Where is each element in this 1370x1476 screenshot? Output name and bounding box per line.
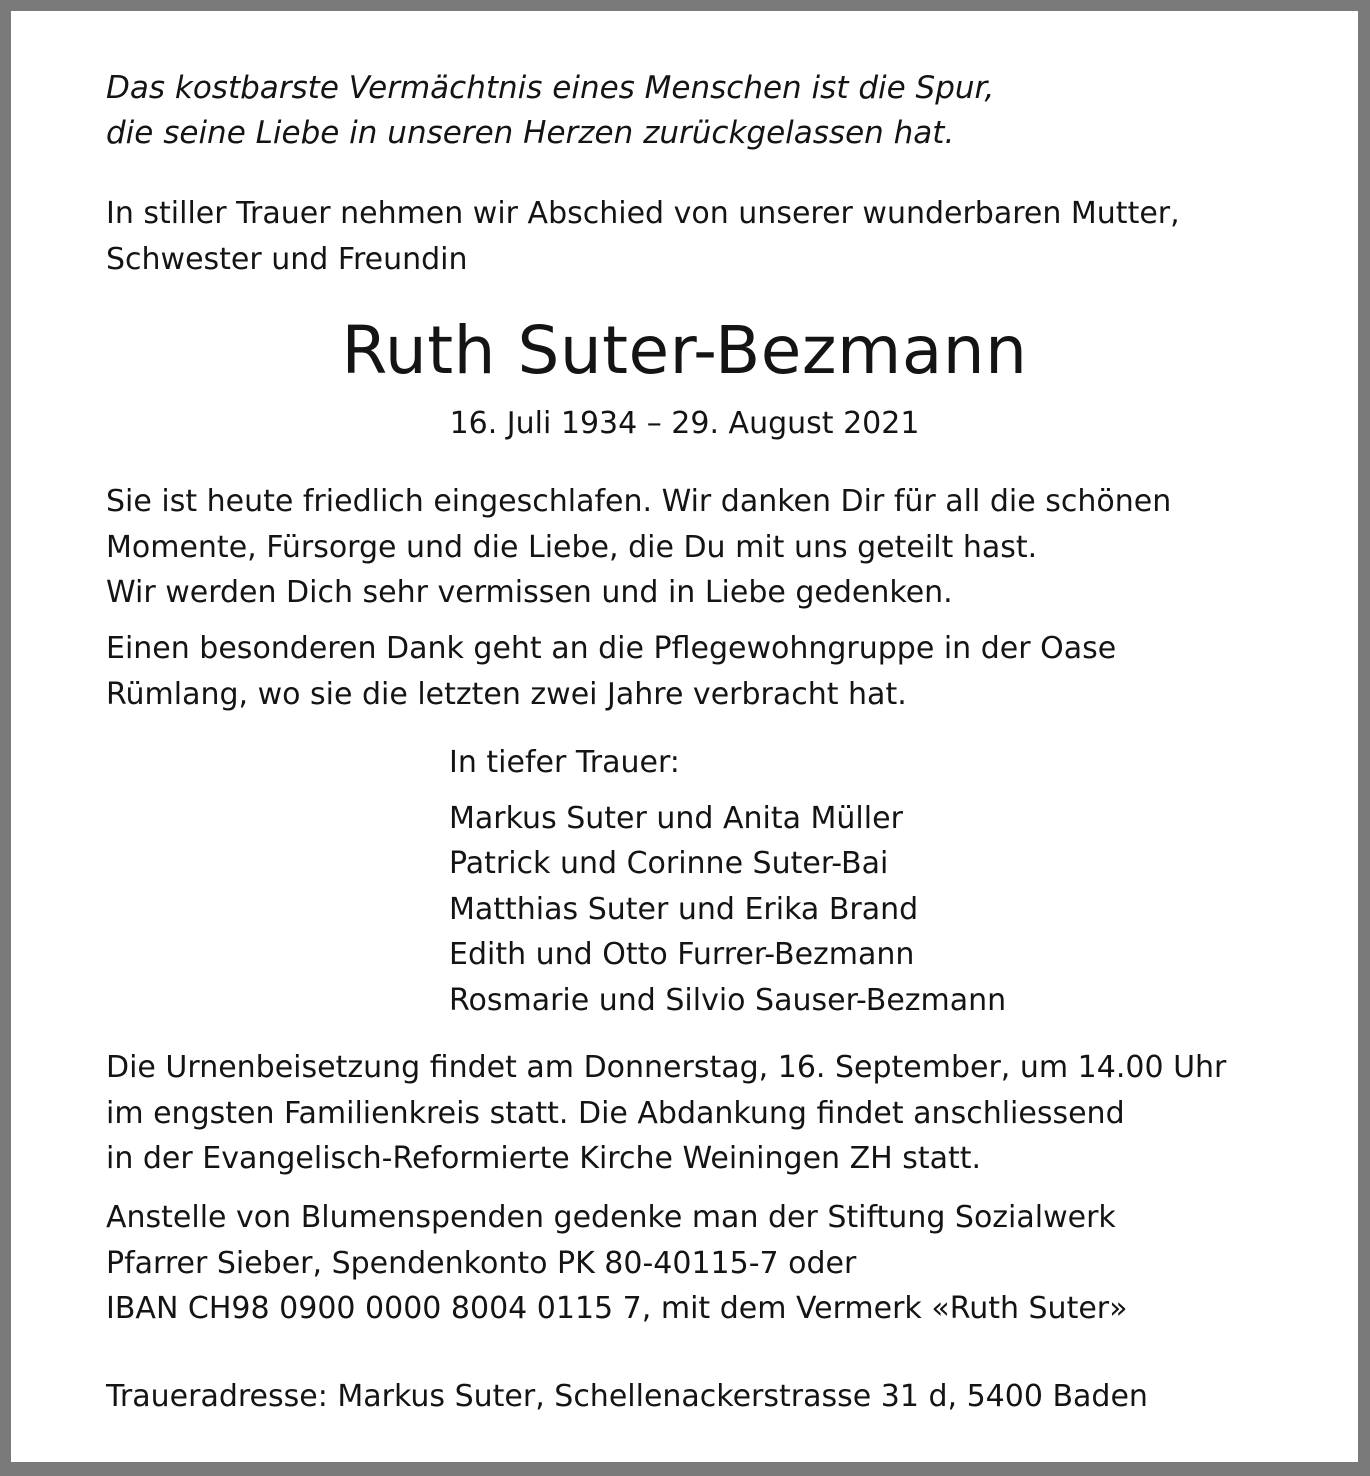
mourner-name: Rosmarie und Silvio Sauser-Bezmann	[449, 982, 1007, 1018]
intro-line: In stiller Trauer nehmen wir Abschied von unserer wunderbaren Mutter,	[106, 196, 1180, 231]
farewell-message	[106, 479, 1171, 616]
obituary-notice	[11, 11, 1358, 1462]
thanks-paragraph	[106, 626, 1116, 717]
donation-line: IBAN CH98 0900 0000 8004 0115 7, mit dem Vermerk «Ruth Suter»	[106, 1291, 1128, 1326]
donation-info	[106, 1195, 1127, 1332]
mourner-name: Edith und Otto Furrer-Bezmann	[449, 937, 915, 972]
thanks-line: Rümlang, wo sie die letzten zwei Jahre verbracht hat.	[106, 676, 907, 712]
donation-line: Pfarrer Sieber, Spendenkonto PK 80-40115-7 oder	[106, 1245, 857, 1281]
mourners-list	[449, 740, 1006, 1023]
funeral-line: im engsten Familienkreis statt. Die Abdankung findet anschliessend	[106, 1095, 1125, 1131]
funeral-line: Die Urnenbeisetzung findet am Donnerstag, 16. September, um 14.00 Uhr	[106, 1050, 1227, 1085]
mourner-name: Markus Suter und Anita Müller	[449, 800, 903, 836]
mourners-heading: In tiefer Trauer:	[449, 745, 680, 780]
message-line: Wir werden Dich sehr vermissen und in Liebe gedenken.	[106, 575, 953, 610]
intro-text	[106, 191, 1180, 282]
donation-line: Anstelle von Blumenspenden gedenke man der Stiftung Sozialwerk	[106, 1200, 1116, 1235]
mourner-name: Patrick und Corinne Suter-Bai	[449, 846, 889, 881]
memorial-quote	[106, 66, 994, 156]
message-line: Sie ist heute friedlich eingeschlafen. Wir danken Dir für all die schönen	[106, 484, 1172, 519]
quote-line: Das kostbarste Vermächtnis eines Menschen ist die Spur,	[106, 70, 995, 106]
quote-line: die seine Liebe in unseren Herzen zurückgelassen hat.	[106, 115, 955, 151]
funeral-line: in der Evangelisch-Reformierte Kirche Weiningen ZH statt.	[106, 1141, 982, 1176]
intro-line: Schwester und Freundin	[106, 241, 468, 277]
mourning-address: Traueradresse: Markus Suter, Schellenackerstrasse 31 d, 5400 Baden	[106, 1379, 1148, 1414]
message-line: Momente, Fürsorge und die Liebe, die Du mit uns geteilt hast.	[106, 529, 1038, 565]
mourner-name: Matthias Suter und Erika Brand	[449, 891, 919, 927]
life-dates: 16. Juli 1934 – 29. August 2021	[449, 406, 920, 441]
deceased-name: Ruth Suter-Bezmann	[341, 312, 1028, 389]
thanks-line: Einen besonderen Dank geht an die Pflegewohngruppe in der Oase	[106, 631, 1117, 666]
funeral-details	[106, 1045, 1226, 1182]
